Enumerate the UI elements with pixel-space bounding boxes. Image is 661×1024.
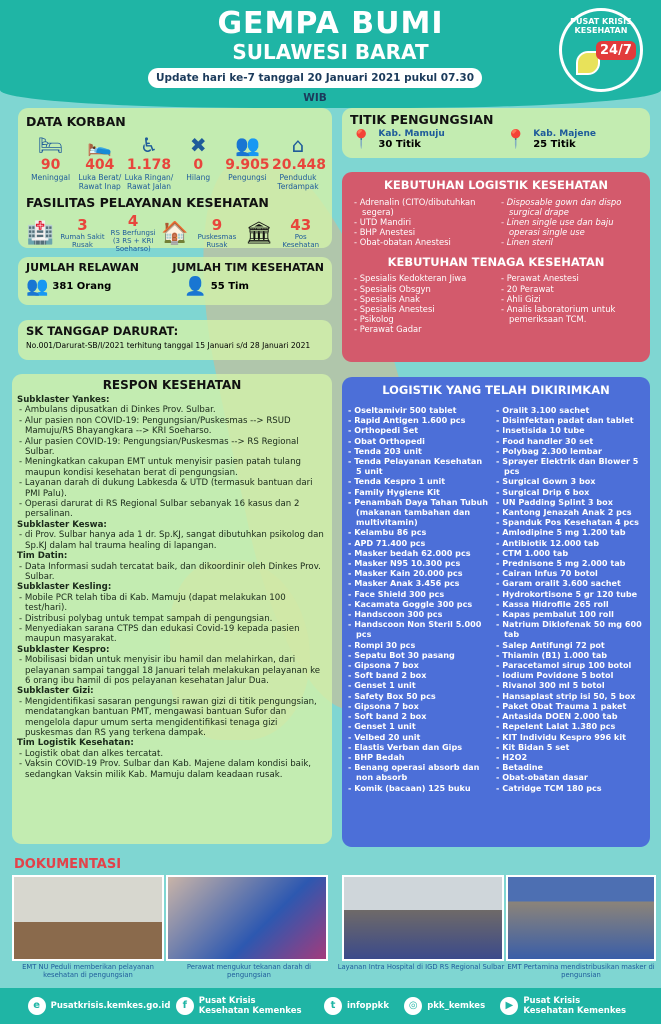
respon-item: - Data Informasi sudah tercatat baik, dan dikoordinir oleh Dinkes Prov. Sulbar.: [19, 561, 321, 582]
list-item: - Kantong Jenazah Anak 2 pcs: [496, 507, 644, 517]
respon-item: - Ambulans dipusatkan di Dinkes Prov. Sulbar.: [19, 405, 216, 416]
respon-section-title: Subklaster Kespro:: [17, 644, 110, 655]
twitter-icon: t: [324, 997, 342, 1015]
location-pin-icon: 📍: [350, 129, 373, 150]
list-item: - Gipsona 7 box: [348, 701, 490, 711]
footer-link[interactable]: [176, 996, 309, 1016]
list-item: - Prednisone 5 mg 2.000 tab: [496, 558, 644, 568]
doctor-icon: 👤: [184, 276, 207, 297]
list-item: - Oseltamivir 500 tablet: [348, 405, 490, 415]
titik-panel: [342, 108, 650, 158]
list-item: - Paracetamol sirup 100 botol: [496, 660, 644, 670]
wheelchair-icon: ♿: [140, 133, 158, 157]
list-item: - Penambah Daya Tahan Tubuh (makanan tambahan dan multivitamin): [348, 497, 490, 528]
respon-item: - Mobile PCR telah tiba di Kab. Mamuju (dapat melakukan 100 test/hari).: [19, 592, 286, 614]
list-item: - Safety Box 50 pcs: [348, 691, 490, 701]
stat-value: 404: [85, 157, 115, 173]
list-item: - Salep Antifungi 72 pot: [496, 640, 644, 650]
list-item: - Analis laboratorium untuk pemeriksaan TCM.: [501, 304, 638, 324]
list-item: - Sepatu Bot 30 pasang: [348, 650, 490, 660]
list-item: - Kelambu 86 pcs: [348, 527, 490, 537]
respon-item: - Mengidentifikasi sasaran pengungsi rawan gizi di titik pengungsian, mendatangkan bantuan PMT, mengawasi bantuan Sufor dan mengelola dapur umum serta mengidentifikasi tenaga gizi puskesmas dan RS yang terkena dampak.: [19, 696, 317, 738]
list-item: - UN Padding Splint 3 box: [496, 497, 644, 507]
list-item: - Cairan Infus 70 botol: [496, 568, 644, 578]
sk-text: No.001/Darurat-SB/I/2021 terhitung tanggal 15 Januari s/d 28 Januari 2021: [26, 341, 311, 350]
list-item: - Soft band 2 box: [348, 711, 490, 721]
list-item: - Antibiotik 12.000 tab: [496, 538, 644, 548]
stat-value: 9.905: [225, 157, 270, 173]
list-item: - Orthopedi Set: [348, 425, 490, 435]
list-item: - Masker N95 10.300 pcs: [348, 558, 490, 568]
list-item: - Face Shield 300 pcs: [348, 589, 490, 599]
photo-1[interactable]: [12, 875, 164, 961]
list-item: - Paket Obat Trauma 1 paket: [496, 701, 644, 711]
list-item: - BHP Bedah: [348, 752, 490, 762]
titik-item: [350, 129, 445, 150]
photo-caption: EMT Pertamina mendistribusikan masker di pengunsian: [507, 963, 655, 979]
list-item: - Gipsona 7 box: [348, 660, 490, 670]
list-item: - H2O2: [496, 752, 644, 762]
stat-item: [26, 133, 75, 191]
list-item: - Catridge TCM 180 pcs: [496, 783, 644, 793]
list-item: - BHP Anestesi: [354, 227, 491, 237]
facility-item: [59, 218, 106, 249]
facility-item: [194, 218, 241, 249]
list-item: - Thiamin (B1) 1.000 tab: [496, 650, 644, 660]
stat-value: 90: [40, 157, 61, 173]
stat-label: Luka Ringan/ Rawat Jalan: [124, 173, 174, 191]
house-family-icon: ⌂: [291, 133, 305, 157]
stat-value: 20.448: [272, 157, 327, 173]
list-item: - Family Hygiene Kit: [348, 487, 490, 497]
respon-item: - Alur pasien COVID-19: Pengungsian/Puskesmas --> RS Regional Sulbar.: [19, 436, 299, 458]
stat-item: [174, 133, 223, 191]
instagram-icon: ◎: [404, 997, 422, 1015]
list-item: - Kacamata Goggle 300 pcs: [348, 599, 490, 609]
stat-item: [75, 133, 124, 191]
list-item: - Masker bedah 62.000 pcs: [348, 548, 490, 558]
list-item: - Repelent Lalat 1.380 pcs: [496, 721, 644, 731]
list-item: - Tenda Pelayanan Kesehatan 5 unit: [348, 456, 490, 476]
facility-label: Pos Kesehatan: [282, 233, 320, 249]
list-item: - Genset 1 unit: [348, 680, 490, 690]
kebutuhan-panel: [342, 172, 650, 362]
respon-section-title: Subklaster Yankes:: [17, 395, 110, 405]
respon-item: - Menyediakan sarana CTPS dan edukasi Covid-19 kepada pasien maupun masyarakat.: [19, 623, 300, 645]
list-item: - Linen single use dan baju operasi single use: [501, 217, 638, 237]
list-item: - Adrenalin (CITO/dibutuhkan segera): [354, 197, 491, 217]
list-item: - Ahli Gizi: [501, 294, 638, 304]
photo-4[interactable]: [506, 875, 656, 961]
footer-label: Pusat Krisis Kesehatan Kemenkes: [198, 996, 302, 1016]
list-item: - Antasida DOEN 2.000 tab: [496, 711, 644, 721]
footer-label: Pusat Krisis Kesehatan Kemenkes: [523, 996, 627, 1016]
title-line1: GEMPA BUMI: [217, 6, 444, 41]
facility-item: [110, 214, 157, 253]
respon-panel: [12, 374, 332, 844]
logistik-dikirim-panel: [342, 377, 650, 847]
list-item: - Polybag 2.300 lembar: [496, 446, 644, 456]
list-item: - Spesialis Anestesi: [354, 304, 491, 314]
list-item: - Benang operasi absorb dan non absorb: [348, 762, 490, 782]
data-korban-title: DATA KORBAN: [26, 114, 126, 129]
stat-item: [223, 133, 272, 191]
stat-label: Penduduk Terdampak: [277, 173, 319, 191]
photo-3[interactable]: [342, 875, 504, 961]
facebook-icon: f: [176, 997, 194, 1015]
respon-item: - di Prov. Sulbar hanya ada 1 dr. Sp.KJ, sangat dibutuhkan psikolog dan Sp.KJ dalam hal trauma healing di lapangan.: [19, 530, 324, 551]
respon-item: - Logistik obat dan alkes tercatat.: [19, 748, 164, 759]
list-item: - Masker Kain 20.000 pcs: [348, 568, 490, 578]
kebutuhan-logistik-title: KEBUTUHAN LOGISTIK KESEHATAN: [384, 178, 608, 192]
list-item: - Food handler 30 set: [496, 436, 644, 446]
photo-caption: Perawat mengukur tekanan darah di pengungsian: [186, 963, 312, 979]
title-line2: SULAWESI BARAT: [232, 40, 429, 64]
list-item: - Rapid Antigen 1.600 pcs: [348, 415, 490, 425]
footer-link[interactable]: [500, 996, 633, 1016]
facility-label: RS Berfungsi (3 RS + KRI Soeharso): [110, 229, 156, 253]
respon-item: - Vaksin COVID-19 Prov. Sulbar dan Kab. Majene dalam kondisi baik, sedangkan Vaksin milik Kab. Mamuju dalam keadaan rusak.: [19, 759, 312, 780]
list-item: - Obat Orthopedi: [348, 436, 490, 446]
respon-section-title: Subklaster Gizi:: [17, 686, 94, 697]
dokumentasi-title: DOKUMENTASI: [14, 857, 122, 872]
facility-item: [277, 218, 324, 249]
list-item: - Obat-obatan Anestesi: [354, 237, 491, 247]
stat-label: Hilang: [186, 173, 211, 182]
titik-value: 25 Titik: [533, 139, 576, 150]
footer: [0, 988, 661, 1024]
facility-value: 43: [290, 216, 312, 234]
list-item: - Perawat Gadar: [354, 324, 491, 334]
photo-caption: Layanan Intra Hospital di IGD RS Regional Sulbar: [337, 963, 505, 971]
footer-label: Pusatkrisis.kemkes.go.id: [50, 1001, 171, 1011]
respon-item: - Layanan darah di dukung Labkesda & UTD (termasuk bantuan dari PMI Palu).: [19, 478, 313, 499]
list-item: - Kassa Hidrofile 265 roll: [496, 599, 644, 609]
footer-label: infoppkk: [347, 1001, 389, 1011]
list-item: - CTM 1.000 tab: [496, 548, 644, 558]
stat-item: [272, 133, 327, 191]
kebutuhan-tenaga-title: KEBUTUHAN TENAGA KESEHATAN: [387, 255, 605, 270]
clinic-icon: 🏠: [161, 221, 189, 246]
list-item: - Kapas pembalut 100 roll: [496, 609, 644, 619]
list-item: - Hydrokortisone 5 gr 120 tube: [496, 589, 644, 599]
stat-label: Meninggal: [31, 173, 71, 182]
bed-icon: 🛏: [37, 133, 64, 157]
titik-value: 30 Titik: [378, 139, 421, 150]
group-icon: 👥: [234, 133, 260, 157]
relawan-title: JUMLAH RELAWAN: [26, 261, 139, 274]
list-item: - Soft band 2 box: [348, 670, 490, 680]
list-item: - Hansaplast strip isi 50, 5 box: [496, 691, 644, 701]
list-item: - Rompi 30 pcs: [348, 640, 490, 650]
list-item: - Obat-obatan dasar: [496, 772, 644, 782]
relawan-value: 381 Orang: [52, 281, 112, 292]
respon-item: - Operasi darurat di RS Regional Sulbar sebanyak 16 kasus dan 2 persalinan.: [19, 499, 300, 520]
list-item: - Natrium Diklofenak 50 mg 600 tab: [496, 619, 644, 639]
list-item: - Insetisida 10 tube: [496, 425, 644, 435]
list-item: - Sprayer Elektrik dan Blower 5 pcs: [496, 456, 644, 476]
tim-kesehatan-title: JUMLAH TIM KESEHATAN: [172, 261, 324, 274]
sk-panel: [18, 320, 332, 360]
list-item: - Garam oralit 3.600 sachet: [496, 578, 644, 588]
list-item: - Tenda Kespro 1 unit: [348, 476, 490, 486]
list-item: - Disinfektan padat dan tablet: [496, 415, 644, 425]
list-item: - Velbed 20 unit: [348, 732, 490, 742]
youtube-icon: ▶: [500, 997, 518, 1015]
fasilitas-title: FASILITAS PELAYANAN KESEHATAN: [26, 195, 269, 210]
list-item: - 20 Perawat: [501, 284, 638, 294]
facility-value: 3: [77, 216, 88, 234]
stat-value: 1.178: [126, 157, 172, 173]
web-icon: e: [28, 997, 46, 1015]
list-item: - Komik (bacaan) 125 buku: [348, 783, 490, 793]
photo-2[interactable]: [166, 875, 328, 961]
facility-label: Puskesmas Rusak: [197, 233, 237, 249]
list-item: - Tenda 203 unit: [348, 446, 490, 456]
pusat-krisis-logo: PUSAT KRISIS KESEHATAN 24/7: [559, 8, 643, 92]
titik-name: Kab. Majene: [533, 129, 596, 139]
facility-label: Rumah Sakit Rusak: [60, 233, 105, 249]
missing-person-icon: ✖: [189, 133, 207, 157]
stat-item: [124, 133, 173, 191]
sk-title: SK TANGGAP DARURAT:: [26, 324, 179, 338]
stat-label: Pengungsi: [228, 173, 267, 182]
list-item: - Kit Bidan 5 set: [496, 742, 644, 752]
list-item: - Surgical Drip 6 box: [496, 487, 644, 497]
respon-section-title: Tim Datin:: [17, 551, 68, 562]
respon-section-title: Tim Logistik Kesehatan:: [17, 738, 134, 749]
list-item: - Linen steril: [501, 237, 638, 247]
footer-link[interactable]: [324, 997, 389, 1015]
list-item: - Spanduk Pos Kesehatan 4 pcs: [496, 517, 644, 527]
photo-caption: EMT NU Peduli memberikan pelayanan kesehatan di pengungsian: [22, 963, 154, 979]
list-item: - UTD Mandiri: [354, 217, 491, 227]
location-pin-icon: 📍: [504, 129, 528, 150]
list-item: - Handscoon 300 pcs: [348, 609, 490, 619]
respon-item: - Meningkatkan cakupan EMT untuk menyisir pasien patah tulang maupun kondisi kesehatan berat di pengungsian.: [19, 457, 301, 478]
titik-item: [505, 129, 596, 150]
stat-value: 0: [193, 157, 204, 173]
list-item: - APD 71.400 pcs: [348, 538, 490, 548]
people-group-icon: 👥: [26, 276, 49, 297]
list-item: - Genset 1 unit: [348, 721, 490, 731]
list-item: - Psikolog: [354, 314, 491, 324]
footer-label: pkk_kemkes: [427, 1001, 486, 1011]
update-badge: Update hari ke-7 tanggal 20 Januari 2021 pukul 07.30 WIB: [148, 68, 482, 88]
data-korban-panel: [18, 108, 332, 253]
respon-section-title: Subklaster Keswa:: [17, 519, 107, 530]
list-item: - Oralit 3.100 sachet: [496, 405, 644, 415]
health-post-icon: 🏛: [244, 221, 273, 246]
list-item: - Disposable gown dan dispo surgical drape: [501, 197, 638, 217]
tim-kesehatan-value: 55 Tim: [210, 281, 249, 292]
list-item: - Spesialis Kedokteran Jiwa: [354, 273, 491, 283]
list-item: - Betadine: [496, 762, 644, 772]
list-item: - KIT Individu Kespro 996 kit: [496, 732, 644, 742]
list-item: - Spesialis Anak: [354, 294, 491, 304]
list-item: - Amlodipine 5 mg 1.200 tab: [496, 527, 644, 537]
hospital-bed-icon: 🛌: [87, 133, 113, 157]
list-item: - Surgical Gown 3 box: [496, 476, 644, 486]
respon-item: - Mobilisasi bidan untuk menyisir ibu hamil dan melahirkan, dari pelayanan sampai tanggal 18 Januari telah melakukan pelayanan ke 6 orang ibu hamil di pos pelayanan kesehatan Jalur Dua.: [19, 655, 321, 686]
facility-value: 9: [211, 216, 223, 234]
logistik-dikirim-title: LOGISTIK YANG TELAH DIKIRIMKAN: [382, 383, 610, 397]
list-item: - Elastis Verban dan Gips: [348, 742, 490, 752]
list-item: - Perawat Anestesi: [501, 273, 638, 283]
relawan-panel: [18, 257, 332, 305]
list-item: - Iodium Povidone 5 botol: [496, 670, 644, 680]
hospital-icon: 🏥: [26, 221, 55, 246]
footer-link[interactable]: [404, 997, 485, 1015]
list-item: - Masker Anak 3.456 pcs: [348, 578, 490, 588]
list-item: - Handscoon Non Steril 5.000 pcs: [348, 619, 490, 639]
titik-title: TITIK PENGUNGSIAN: [350, 112, 494, 127]
footer-link[interactable]: [28, 997, 171, 1015]
respon-section-title: Subklaster Kesling:: [17, 582, 112, 593]
titik-name: Kab. Mamuju: [378, 129, 445, 139]
facility-value: 4: [127, 212, 139, 230]
list-item: - Spesialis Obsgyn: [354, 284, 491, 294]
respon-title: RESPON KESEHATAN: [102, 378, 242, 392]
respon-item: - Alur pasien non COVID-19: Pengungsian/Puskesmas --> RSUD Mamuju/RS Bhayangkara --> KRI Soeharso.: [19, 415, 291, 437]
header: [0, 0, 661, 108]
list-item: - Rivanol 300 ml 5 botol: [496, 680, 644, 690]
stat-label: Luka Berat/ Rawat Inap: [78, 173, 122, 191]
respon-item: - Distribusi polybag untuk tempat sampah di pengungsian.: [19, 613, 273, 624]
